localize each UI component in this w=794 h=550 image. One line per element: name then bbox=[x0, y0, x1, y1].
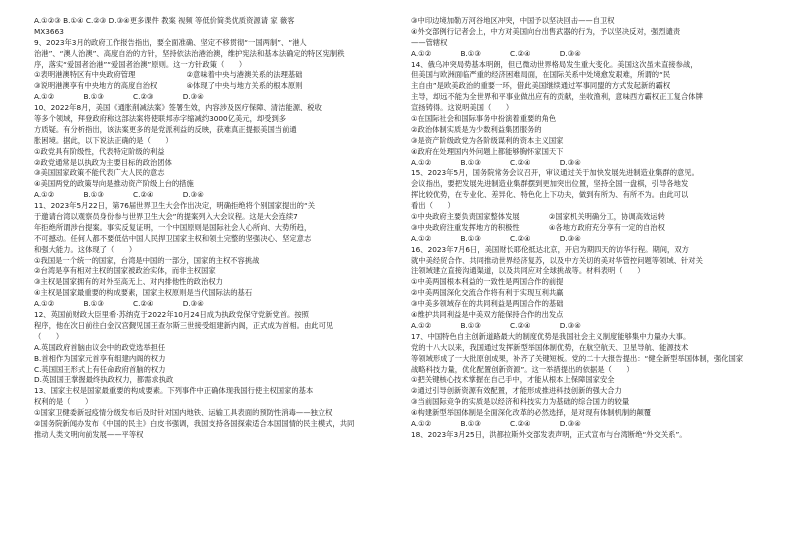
text-line: ③美国国家政策不能代表广大人民的意志 bbox=[34, 168, 165, 178]
text-line: 就中美经贸合作、共同推动世界经济复苏，以及中方关切的美对华管控问题等领域、针对关 bbox=[411, 255, 703, 265]
text-line: 权利的是（ ） bbox=[34, 397, 93, 407]
text-line: ③中印边境加勒万河谷地区冲突，中国予以坚决回击——自卫权 bbox=[411, 16, 615, 25]
text-line: 15、2023年5月，国务院常务会议召开，审议通过关于加快发展先进制造业集群的意见。 bbox=[411, 168, 699, 178]
text-line: 16、2023年7月6日，美国财长耶伦抵达北京，开启为期四天的访华行程。期间，双方 bbox=[411, 244, 689, 254]
text-line: A.英国政府首脑由议会中的政党选举担任 bbox=[34, 342, 166, 352]
text-line: ③中美多领域存在的共同利益是两国合作的基础 bbox=[411, 299, 564, 309]
text-line: ③当前国际竞争的实质是以经济和科技实力为基础的综合国力的较量 bbox=[411, 397, 630, 407]
text-line: 10、2022年8月，美国《通胀削减法案》签署生效，内容涉及医疗保障、清洁能源、税收 bbox=[34, 103, 322, 113]
text-line: 看出（ ） bbox=[411, 201, 455, 211]
text-line: ④构建新型举国体制是全面深化改革的必然选择，是对现有体制机制的颠覆 bbox=[411, 408, 652, 418]
text-line: ③说明港澳享有中央地方的高度自治权 ④体现了中央与地方关系的根本原则 bbox=[34, 81, 303, 91]
text-line: ①把关键核心技术掌握在自己手中，才能从根本上保障国家安全 bbox=[411, 375, 615, 385]
text-line: ①中央政府主要负责国家整体发展 ②国家机关明确分工，协调高效运转 bbox=[411, 212, 665, 222]
text-line: A.①② B.①③ C.②④ D.③④ bbox=[34, 299, 204, 309]
text-line: 等多个领域，拜登政府称这部法案将使联邦赤字缩减约3000亿美元，却受到多 bbox=[34, 114, 287, 124]
text-line: A.①② B.①③ C.②④ D.③④ bbox=[411, 157, 581, 167]
text-line: 治港”、“澳人治澳”、高度自治的方针，坚持依法治港治澳，维护宪法和基本法确定的特区宪制秩 bbox=[34, 48, 345, 58]
text-line: 不可撼动。任何人都不要低估中国人民捍卫国家主权和领土完整的坚强决心、坚定意志 bbox=[34, 233, 312, 243]
text-line: ②国务院新闻办发布《中国的民主》白皮书强调，我国支持各国探索适合本国国情的民主模式，共同 bbox=[34, 418, 355, 428]
text-line: 17、中国特色自主创新道路最大的制度优势是我国社会主义制度能够集中力量办大事。 bbox=[411, 331, 691, 341]
text-line: B.首相作为国家元首享有组建内阁的权力 bbox=[34, 353, 166, 363]
text-line: 和强大能力。这体现了（ ） bbox=[34, 244, 137, 254]
text-line: 战略科技力量，优化配置创新资源”。这一举措提出的依据是（ ） bbox=[411, 364, 634, 374]
text-line: ③中央政府注重发挥地方的积极性 ④各地方政府充分享有一定的自治权 bbox=[411, 222, 665, 232]
text-line: ②通过引导创新资源有效配置，才能形成推进科技创新的强大合力 bbox=[411, 386, 622, 396]
text-line: A.①② B.①③ C.②③ D.③④ bbox=[34, 92, 204, 102]
text-line: ②政治体制实质是为少数利益集团服务的 bbox=[411, 124, 542, 134]
text-line: 14、俄乌冲突局势基本明朗，但已微动世界格局发生重大变化。美国这次虽未直接参战， bbox=[411, 59, 698, 69]
text-line: 程序，他在次日前往白金汉宫觐见国王查尔斯三世接受组建新内阁，正式成为首相。由此可见 bbox=[34, 320, 334, 330]
text-line: ③主权是国家拥有的对外至高无上、对内排他性的政治权力 bbox=[34, 277, 223, 287]
text-line: ②中美两国深化交流合作将有利于实现互利共赢 bbox=[411, 288, 564, 298]
text-line: A.①② B.①③ C.②④ D.③④ bbox=[411, 418, 581, 428]
text-line: 9、2023年3月的政府工作报告指出，要全面准确、坚定不移贯彻“一国两制”、“港人 bbox=[34, 37, 307, 47]
text-line: ①政党具有阶级性，代表特定阶级的利益 bbox=[34, 146, 165, 156]
text-line: ①在国际社会和国际事务中扮演着重要的角色 bbox=[411, 114, 557, 124]
text-line: 主自由”是欧美政治的重要一环，借此美国继续通过军事同盟的方式发起新的霸权 bbox=[411, 81, 671, 91]
text-line: 于邀请台湾以观察员身份参与世界卫生大会”的提案列入大会议程。这是大会连续7 bbox=[34, 212, 298, 222]
text-line: 但美国与欧洲面临严重的经济困难局面，在国际关系中处境愈发艰难，所谓的“民 bbox=[411, 70, 671, 80]
text-line: ④政府在处理国内外问题上都能够胸怀家国天下 bbox=[411, 146, 564, 156]
text-line: 注领域建立直接沟通渠道，以及共同应对全球挑战等。材料表明（ ） bbox=[411, 266, 645, 276]
text-line: ②台湾是享有相对主权的国家被政治实体，而非主权国家 bbox=[34, 266, 216, 276]
text-line: ④外交部例行记者会上，中方对美国向台出售武器的行为，予以坚决反对，强烈谴责 bbox=[411, 26, 681, 36]
text-line: 胀困境。据此，以下说法正确的是（ ） bbox=[34, 135, 173, 145]
text-line: 序，落实“爱国者治港”“爱国者治澳”原则。这一方针政策（ ） bbox=[34, 59, 247, 69]
text-line: ④维护共同利益是中美双方能保持合作的出发点 bbox=[411, 310, 564, 320]
text-line: 12、英国前财政大臣里希·苏纳克于2022年10月24日成为执政党保守党新党首。按照 bbox=[34, 310, 309, 320]
text-line: 等领域形成了一大批原创成果，补齐了关键短板。党的二十大报告提出：“健全新型举国体制，强化国家 bbox=[411, 353, 744, 363]
text-line: A.①②③ B.①④ C.②③ D.③④更多课件 教案 视频 等低价简类优质资源请 家 薇客 bbox=[34, 16, 295, 25]
text-line: A.①② B.①③ C.②④ D.③④ bbox=[34, 190, 204, 200]
text-line: 推动人类文明向前发展——平等权 bbox=[34, 429, 144, 439]
text-line: （ ） bbox=[34, 331, 64, 341]
text-line: 方质疑。有分析指出，该法案更多的是党派利益的反映，获难真正提振美国当前通 bbox=[34, 124, 297, 134]
text-line: C.英国国王形式上有任命政府首脑的权力 bbox=[34, 364, 166, 374]
text-line: ①我国是一个统一的国家，台湾是中国的一部分，国家的主权不容挑战 bbox=[34, 255, 260, 265]
text-line: 18、2023年3月25日，洪都拉斯外交部发表声明，正式宣布与台湾断绝“外交关系”。 bbox=[411, 429, 687, 439]
text-line: D.英国国王掌握最终执政权力，都需求执政 bbox=[34, 375, 174, 385]
text-line: ④主权是国家最重要的构成要素，国家主权原则是当代国际法的基石 bbox=[34, 288, 253, 298]
text-line: A.①② B.①③ C.②④ D.③④ bbox=[411, 48, 581, 58]
text-line: 13、国家主权是国家最重要的构成要素。下列事件中正确体现我国行使主权国家的基本 bbox=[34, 386, 314, 396]
text-line: 党的十八大以来，我国通过发挥新型举国体制优势，在航空航天、卫星导航、能源技术 bbox=[411, 342, 689, 352]
text-line: MX3663 bbox=[34, 26, 64, 36]
right-column bbox=[411, 16, 763, 441]
text-line: 会议指出，要把发展先进制造业集群摆到更加突出位置，坚持全国一盘棋，引导各地发 bbox=[411, 179, 689, 189]
text-line: ④美国两党的政策导向是推动资产阶级上台的措施 bbox=[34, 179, 194, 189]
text-line: 主导，却远不能为全世界和平事业做出应有的贡献，坐收渔利，意味西方霸权正工复合体牌 bbox=[411, 92, 703, 102]
text-line: ②政党通常是以执政为主要目标的政治团体 bbox=[34, 157, 172, 167]
text-line: ①国家卫健委新冠疫情分级发布后及时针对国内地铁、运输工具表面的预防性消毒——独立权 bbox=[34, 408, 333, 418]
left-column bbox=[34, 16, 386, 441]
text-line: ③是资产阶级政党为各阶级谋利的资本主义国家 bbox=[411, 135, 564, 145]
text-line: 挥比较优势，在专业化、差异化、特色化上下功夫，做到有所为、有所不为。由此可以 bbox=[411, 190, 689, 200]
text-line: A.①② B.①③ C.②④ D.③④ bbox=[411, 233, 581, 243]
text-line: 年拒绝所谓涉台提案。事实反复证明，一个中国原则是国际社会人心所向、大势所趋， bbox=[34, 222, 312, 232]
text-line: 11、2023年5月22日，第76届世界卫生大会作出决定，明确拒绝将个别国家提出的“关 bbox=[34, 201, 316, 211]
text-line: ——管辖权 bbox=[411, 37, 448, 47]
text-line: 宣扬铸得。这说明美国（ ） bbox=[411, 103, 514, 113]
text-line: A.①② B.①③ C.②④ D.③④ bbox=[411, 320, 581, 330]
text-line: ①表明港澳特区有中央政府管理 ②意味着中央与港澳关系的法理基础 bbox=[34, 70, 303, 80]
text-line: ①中美两国根本利益的一致性是两国合作的前提 bbox=[411, 277, 564, 287]
